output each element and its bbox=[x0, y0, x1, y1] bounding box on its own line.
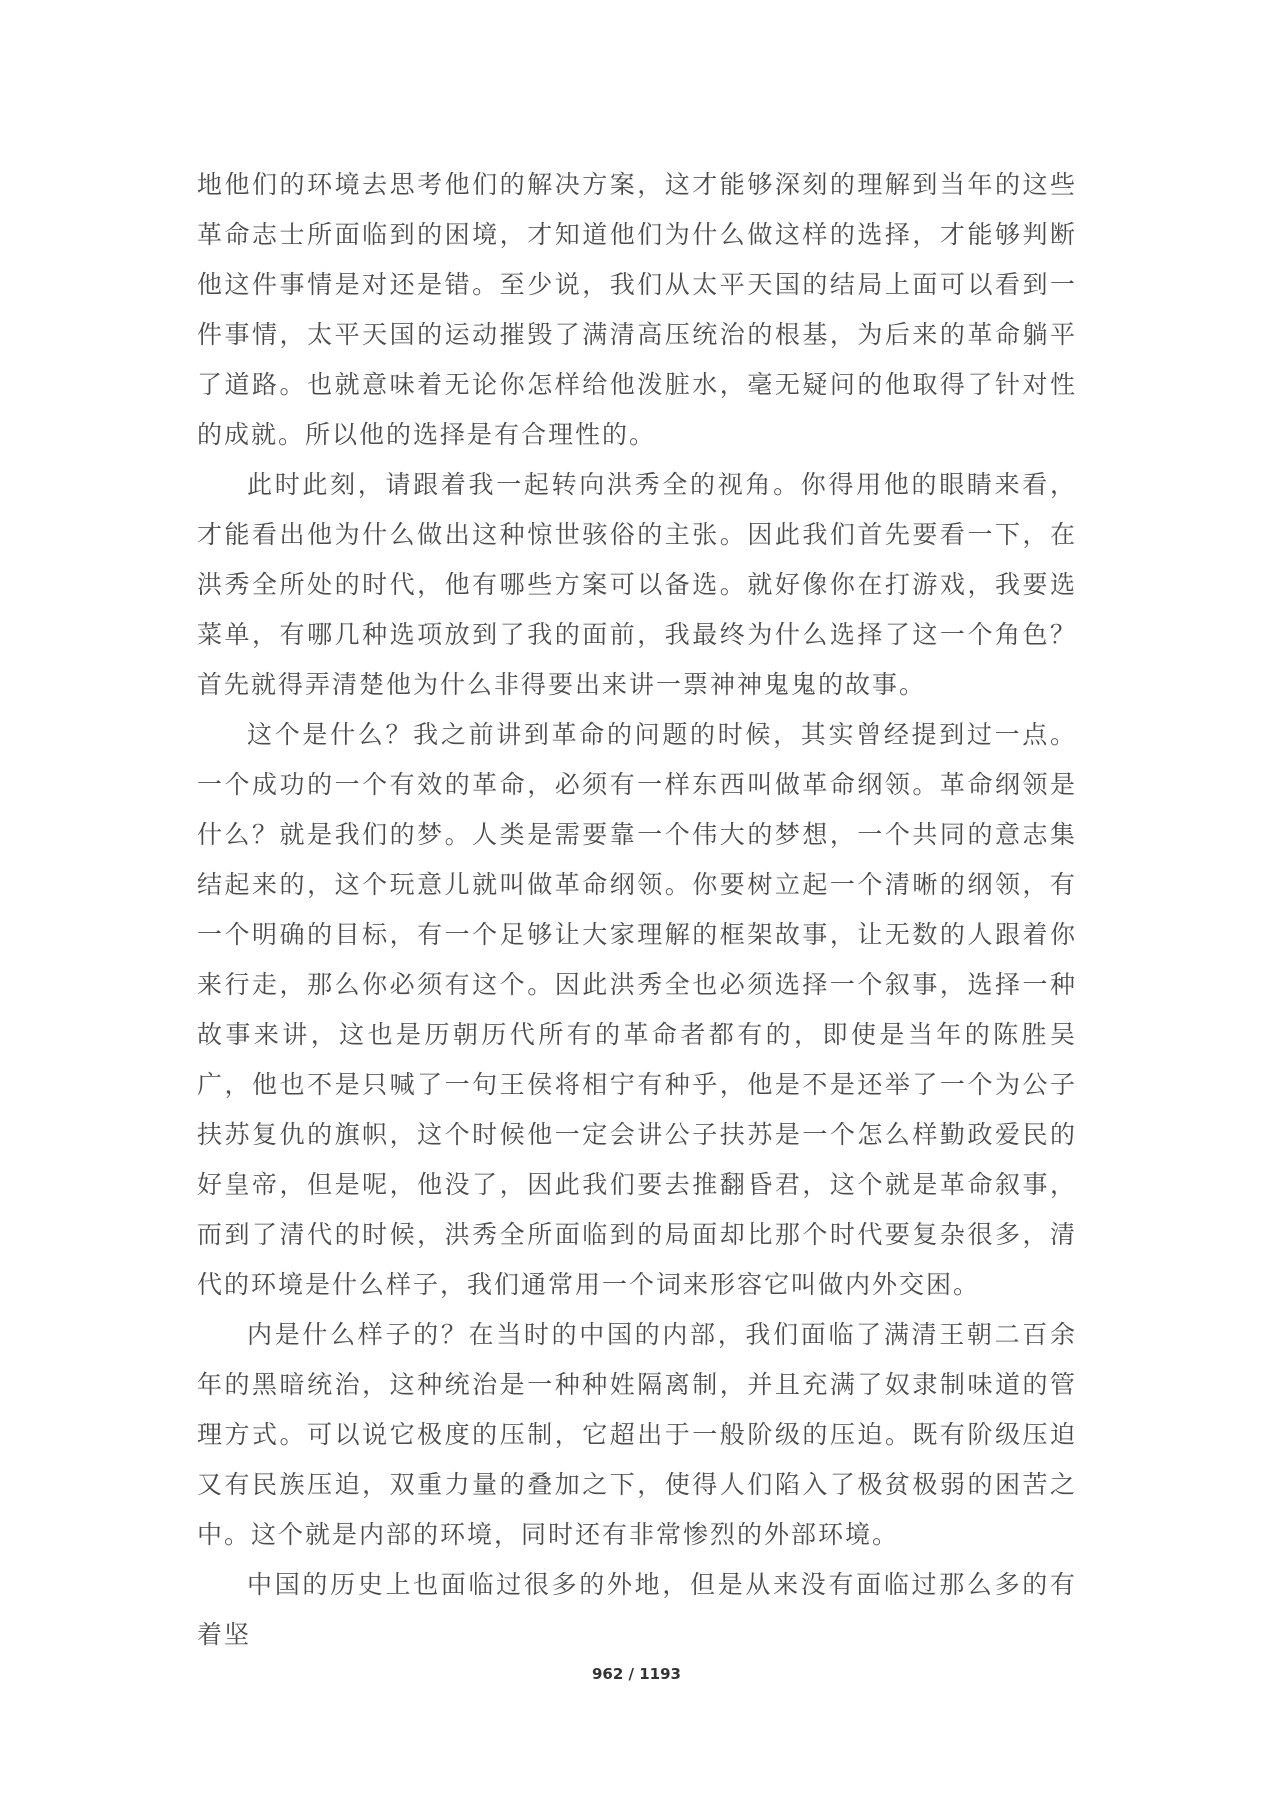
body-text bbox=[197, 160, 1077, 1660]
page-number: 962 / 1193 bbox=[592, 1665, 681, 1683]
paragraph: 地他们的环境去思考他们的解决方案，这才能够深刻的理解到当年的这些革命志士所面临到的困境，才知道他们为什么做这样的选择，才能够判断他这件事情是对还是错。至少说，我们从太平天国的结局上面可以看到一件事情，太平天国的运动摧毁了满清高压统治的根基，为后来的革命躺平了道路。也就意味着无论你怎样给他泼脏水，毫无疑问的他取得了针对性的成就。所以他的选择是有合理性的。 bbox=[197, 170, 1077, 449]
paragraph: 此时此刻，请跟着我一起转向洪秀全的视角。你得用他的眼睛来看，才能看出他为什么做出这种惊世骇俗的主张。因此我们首先要看一下，在洪秀全所处的时代，他有哪些方案可以备选。就好像你在打游戏，我要选菜单，有哪几种选项放到了我的面前，我最终为什么选择了这一个角色？首先就得弄清楚他为什么非得要出来讲一票神神鬼鬼的故事。 bbox=[197, 470, 1077, 699]
paragraph: 内是什么样子的？在当时的中国的内部，我们面临了满清王朝二百余年的黑暗统治，这种统治是一种种姓隔离制，并且充满了奴隶制味道的管理方式。可以说它极度的压制，它超出于一般阶级的压迫。既有阶级压迫又有民族压迫，双重力量的叠加之下，使得人们陷入了极贫极弱的困苦之中。这个就是内部的环境，同时还有非常惨烈的外部环境。 bbox=[197, 1320, 1077, 1549]
paragraph: 这个是什么？我之前讲到革命的问题的时候，其实曾经提到过一点。一个成功的一个有效的革命，必须有一样东西叫做革命纲领。革命纲领是什么？就是我们的梦。人类是需要靠一个伟大的梦想，一个共同的意志集结起来的，这个玩意儿就叫做革命纲领。你要树立起一个清晰的纲领，有一个明确的目标，有一个足够让大家理解的框架故事，让无数的人跟着你来行走，那么你必须有这个。因此洪秀全也必须选择一个叙事，选择一种故事来讲，这也是历朝历代所有的革命者都有的，即使是当年的陈胜吴广，他也不是只喊了一句王侯将相宁有种乎，他是不是还举了一个为公子扶苏复仇的旗帜，这个时候他一定会讲公子扶苏是一个怎么样勤政爱民的好皇帝，但是呢，他没了，因此我们要去推翻昏君，这个就是革命叙事，而到了清代的时候，洪秀全所面临到的局面却比那个时代要复杂很多，清代的环境是什么样子，我们通常用一个词来形容它叫做内外交困。 bbox=[197, 720, 1077, 1299]
paragraph: 中国的历史上也面临过很多的外地，但是从来没有面临过那么多的有着坚 bbox=[197, 1570, 1077, 1649]
